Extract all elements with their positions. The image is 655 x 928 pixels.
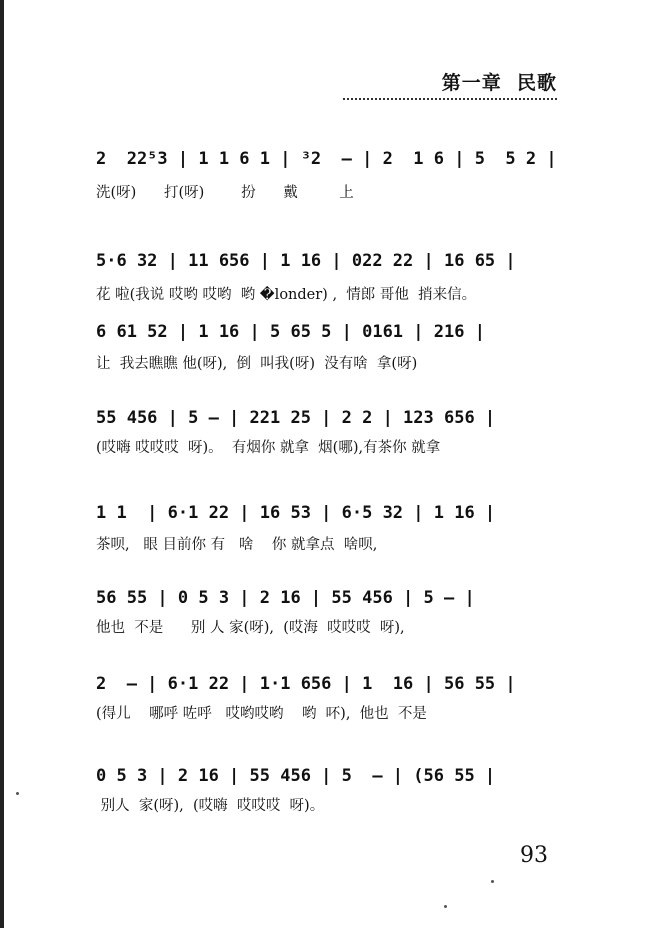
page-number: 93 — [520, 843, 548, 868]
lyrics-line: 花 啦(我说 哎哟 哎哟 哟 �londer) , 情郎 哥他 捎来信。 — [96, 287, 477, 303]
notation-line: 0 5 3 | 2 16 | 55 456 | 5 — | (56 55 | — [96, 766, 496, 786]
lyrics-line: (得儿 哪呼 咗呼 哎哟哎哟 哟 吥), 他也 不是 — [96, 706, 427, 722]
notation-line: 55 456 | 5 — | 221 25 | 2 2 | 123 656 | — [96, 408, 496, 428]
header-dotted-rule — [343, 98, 557, 100]
chapter-header: 第一章 民歌 — [441, 72, 557, 94]
notation-line: 2 22⁵3 | 1 1 6 1 | ³2 — | 2 1 6 | 5 5 2 | — [96, 149, 557, 169]
notation-line: 1 1 | 6·1 22 | 16 53 | 6·5 32 | 1 16 | — [96, 503, 496, 523]
speck — [444, 905, 447, 908]
notation-line: 5·6 32 | 11 656 | 1 16 | 022 22 | 16 65 | — [96, 251, 516, 271]
notation-line: 56 55 | 0 5 3 | 2 16 | 55 456 | 5 — | — [96, 588, 475, 608]
lyrics-line: 他也 不是 别 人 家(呀), (哎海 哎哎哎 呀), — [96, 620, 405, 636]
notation-line: 6 61 52 | 1 16 | 5 65 5 | 0161 | 216 | — [96, 322, 485, 342]
lyrics-line: 洗(呀) 打(呀) 扮 戴 上 — [96, 185, 354, 201]
speck — [491, 880, 494, 883]
notation-line: 2 — | 6·1 22 | 1·1 656 | 1 16 | 56 55 | — [96, 674, 516, 694]
page-spine-edge — [0, 0, 4, 928]
lyrics-line: (哎嗨 哎哎哎 呀)。 有烟你 就拿 烟(哪),有茶你 就拿 — [96, 440, 441, 456]
speck — [16, 792, 19, 795]
lyrics-line: 别人 家(呀), (哎嗨 哎哎哎 呀)。 — [96, 798, 325, 814]
lyrics-line: 让 我去瞧瞧 他(呀), 倒 叫我(呀) 没有啥 拿(呀) — [96, 356, 418, 372]
lyrics-line: 茶呗, 眼 目前你 有 啥 你 就拿点 啥呗, — [96, 537, 378, 553]
